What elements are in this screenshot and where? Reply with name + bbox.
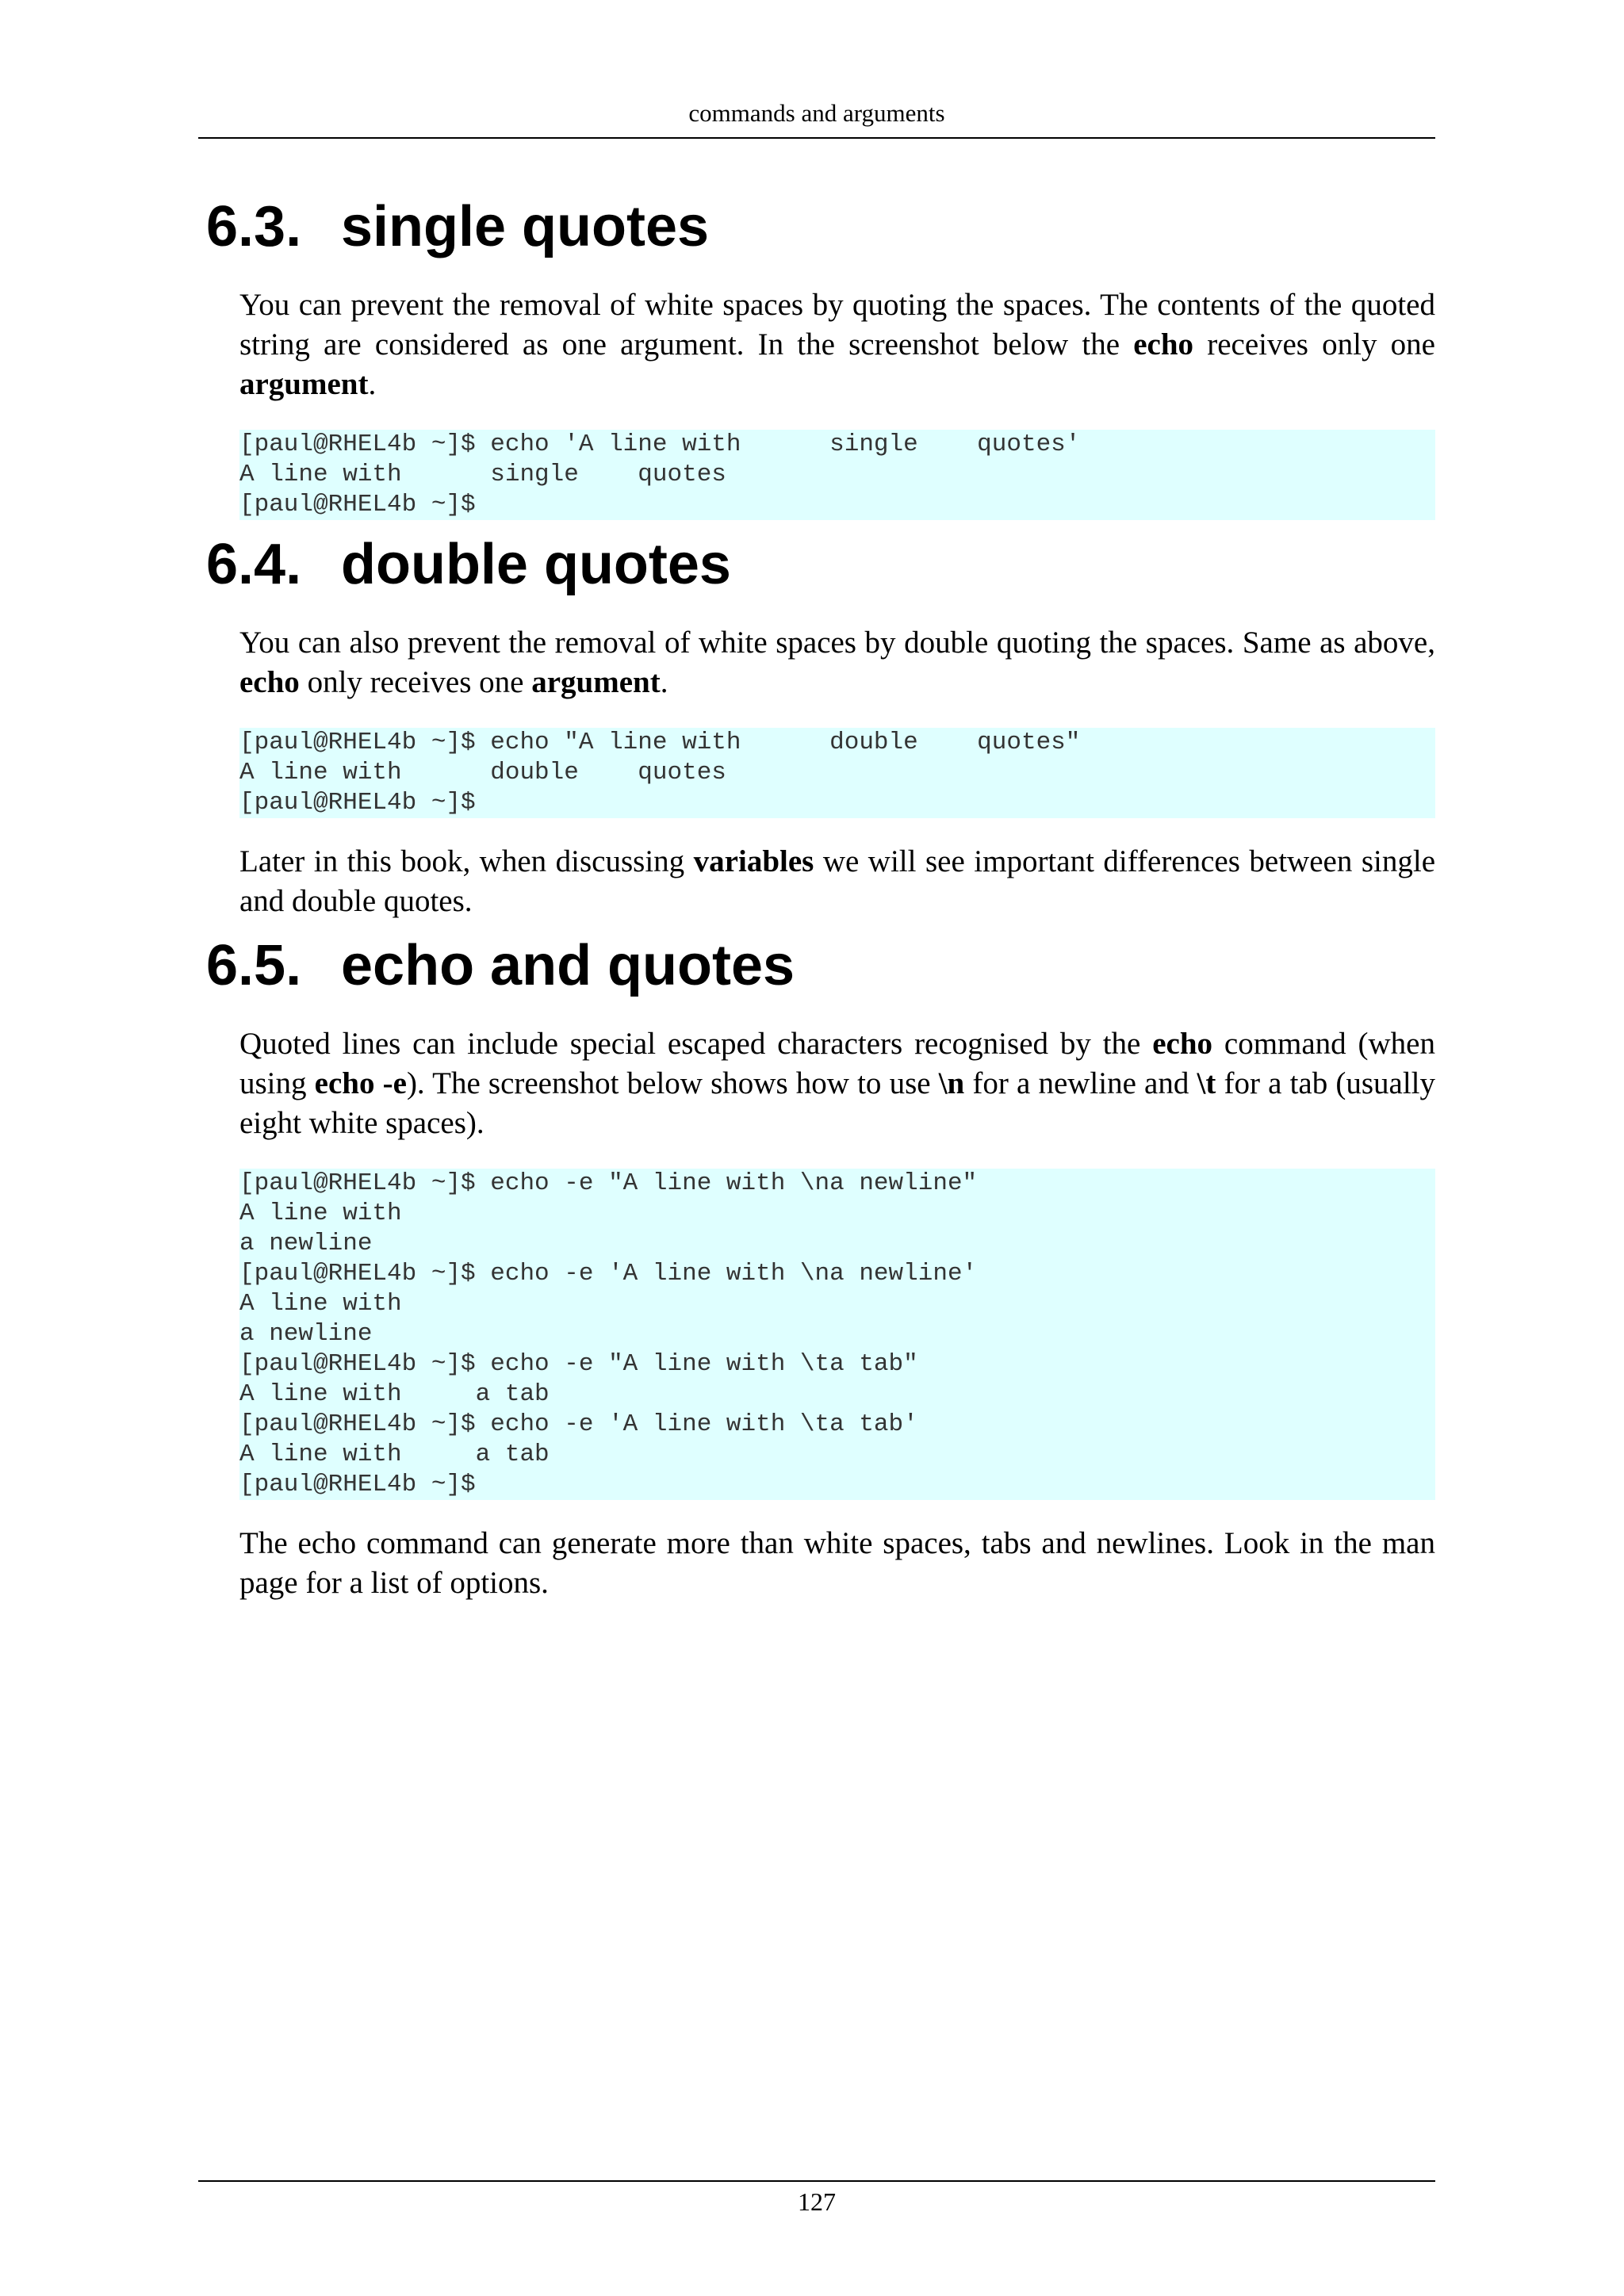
- text-run: .: [368, 367, 377, 401]
- bold-run: \n: [938, 1066, 965, 1100]
- paragraph: [239, 842, 1435, 921]
- code-line: a newline: [239, 1320, 373, 1348]
- code-line: [paul@RHEL4b ~]$ echo "A line with double quotes": [239, 729, 1081, 756]
- code-line: A line with double quotes: [239, 759, 726, 786]
- text-run: .: [660, 665, 668, 699]
- text-run: You can prevent the removal of white spaces by quoting the spaces. The contents of the quoted string are considered as one argument. In the screenshot below the: [239, 288, 1435, 362]
- code-line: A line with a tab: [239, 1441, 550, 1468]
- code-line: [paul@RHEL4b ~]$ echo -e "A line with \ta tab": [239, 1350, 918, 1378]
- code-block: [239, 430, 1435, 520]
- code-line: A line with: [239, 1200, 402, 1227]
- running-header: commands and arguments: [688, 99, 945, 127]
- text-run: ). The screenshot below shows how to use: [406, 1066, 939, 1100]
- header-rule: [198, 137, 1435, 139]
- code-line: [paul@RHEL4b ~]$ echo 'A line with single quotes': [239, 430, 1081, 458]
- bold-run: variables: [693, 844, 814, 878]
- paragraph: [239, 285, 1435, 404]
- text-run: receives only one: [1193, 327, 1435, 362]
- code-line: [paul@RHEL4b ~]$: [239, 491, 476, 519]
- section-number: 6.3.: [206, 195, 302, 258]
- section-title: single quotes: [341, 195, 710, 258]
- section-heading-6-4: [206, 525, 1435, 604]
- code-line: [paul@RHEL4b ~]$: [239, 1471, 476, 1498]
- section-number: 6.5.: [206, 934, 302, 997]
- text-run: for a tab (usually eight white spaces).: [239, 1066, 1436, 1140]
- code-line: A line with a tab: [239, 1380, 550, 1408]
- bold-run: echo -e: [314, 1066, 407, 1100]
- text-run: only receives one: [299, 665, 532, 699]
- bold-run: echo: [1133, 327, 1194, 362]
- section-number: 6.4.: [206, 533, 302, 596]
- bold-run: echo: [239, 665, 300, 699]
- text-run: Later in this book, when discussing: [239, 844, 694, 878]
- text-run: You can also prevent the removal of white spaces by double quoting the spaces. Same as above,: [239, 626, 1435, 660]
- section-heading-6-5: [206, 926, 1435, 1005]
- code-line: [paul@RHEL4b ~]$ echo -e "A line with \na newline": [239, 1169, 978, 1197]
- code-line: [paul@RHEL4b ~]$: [239, 789, 476, 817]
- section-heading-6-3: [206, 187, 1435, 266]
- page-content: [198, 187, 1435, 1603]
- text-run: we will see important differences between single and double quotes.: [239, 844, 1435, 918]
- bold-run: echo: [1152, 1027, 1213, 1061]
- text-run: for a newline and: [964, 1066, 1197, 1100]
- paragraph: [239, 1024, 1435, 1143]
- code-line: a newline: [239, 1230, 373, 1257]
- paragraph: [239, 1524, 1435, 1603]
- code-block: [239, 1169, 1435, 1500]
- page-number: 127: [798, 2187, 836, 2216]
- text-run: The echo command can generate more than white spaces, tabs and newlines. Look in the man page for a list of options.: [239, 1526, 1435, 1600]
- code-block: [239, 728, 1435, 818]
- code-line: A line with single quotes: [239, 461, 726, 488]
- bold-run: \t: [1197, 1066, 1216, 1100]
- text-run: command (when using: [239, 1027, 1435, 1100]
- code-line: [paul@RHEL4b ~]$ echo -e 'A line with \ta tab': [239, 1410, 918, 1438]
- section-title: double quotes: [341, 533, 731, 596]
- code-line: A line with: [239, 1290, 402, 1318]
- bold-run: argument: [239, 367, 369, 401]
- bold-run: argument: [531, 665, 661, 699]
- text-run: Quoted lines can include special escaped characters recognised by the: [239, 1027, 1153, 1061]
- paragraph: [239, 623, 1435, 702]
- section-title: echo and quotes: [341, 934, 795, 997]
- code-line: [paul@RHEL4b ~]$ echo -e 'A line with \na newline': [239, 1260, 978, 1288]
